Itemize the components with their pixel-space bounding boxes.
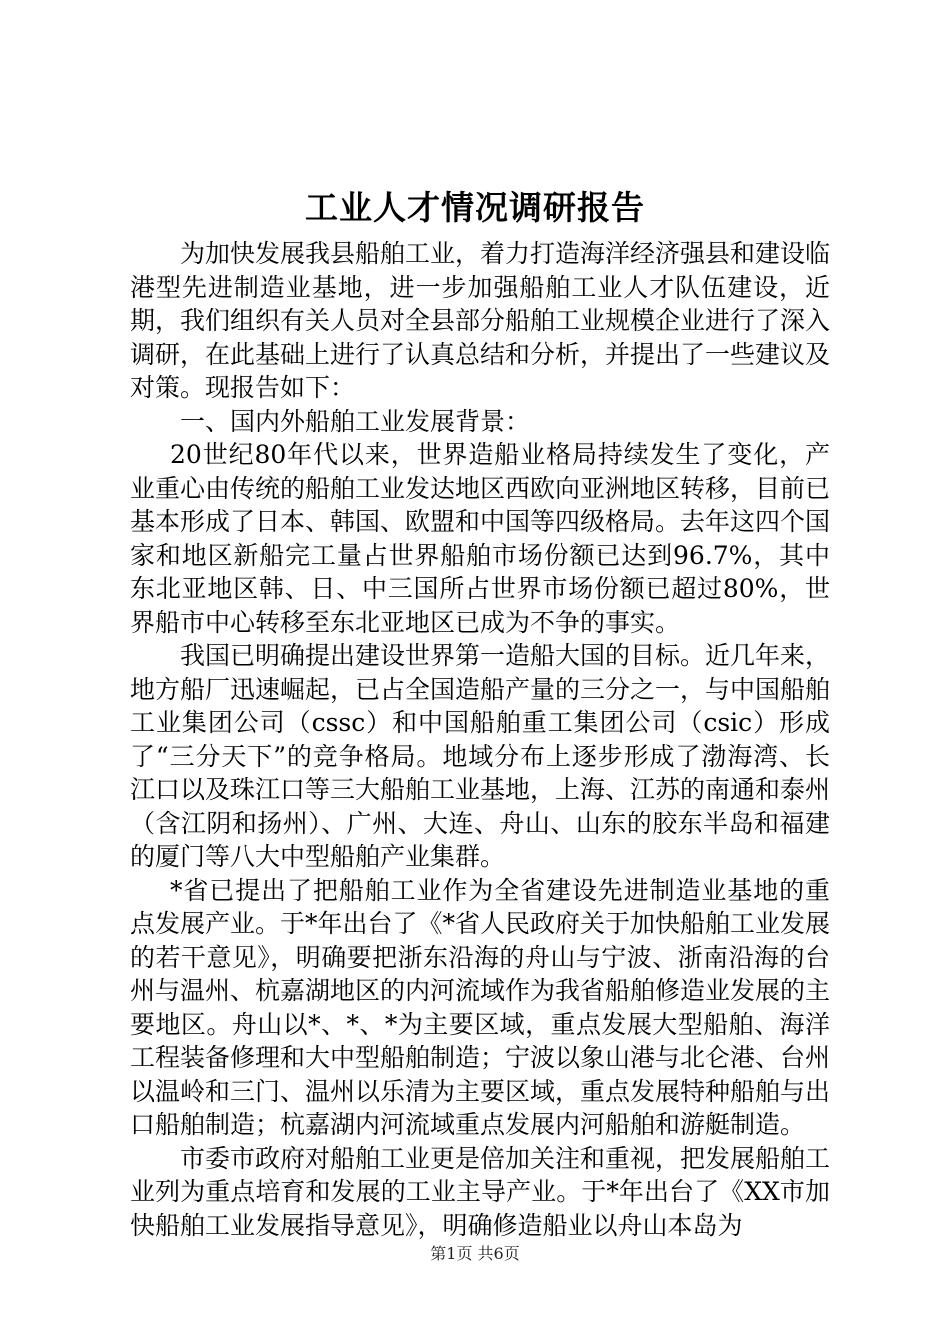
paragraph-city-policy: 市委市政府对船舶工业更是倍加关注和重视，把发展船舶工业列为重点培育和发展的工业主导产业。于*年出台了《XX市加快船舶工业发展指导意见》，明确修造船业以舟山本岛为 xyxy=(130,1143,831,1240)
paragraph-national-goal: 我国已明确提出建设世界第一造船大国的目标。近几年来，地方船厂迅速崛起，已占全国造船产量的三分之一，与中国船舶工业集团公司（cssc）和中国船舶重工集团公司（csic）形成了“三分天下”的竞争格局。地域分布上逐步形成了渤海湾、长江口以及珠江口等三大船舶工业基地，上海、江苏的南通和泰州（含江阴和扬州）、广州、大连、舟山、山东的胶东半岛和福建的厦门等八大中型船舶产业集群。 xyxy=(130,641,831,871)
paragraph-section-heading: 一、国内外船舶工业发展背景： xyxy=(180,406,531,436)
document-body xyxy=(130,237,830,1242)
document-title: 工业人才情况调研报告 xyxy=(305,188,645,227)
paragraph-world-shipbuilding: 20世纪80年代以来，世界造船业格局持续发生了变化，产业重心由传统的船舶工业发达地区西欧向亚洲地区转移，目前已基本形成了日本、韩国、欧盟和中国等四级格局。去年这四个国家和地区新船完工量占世界船舶市场份额已达到96.7%，其中东北亚地区韩、日、中三国所占世界市场份额已超过80%，世界船市中心转移至东北亚地区已成为不争的事实。 xyxy=(130,440,831,637)
paragraph-intro: 为加快发展我县船舶工业，着力打造海洋经济强县和建设临港型先进制造业基地，进一步加强船舶工业人才队伍建设，近期，我们组织有关人员对全县部分船舶工业规模企业进行了深入调研，在此基础上进行了认真总结和分析，并提出了一些建议及对策。现报告如下： xyxy=(130,239,831,402)
page-number-footer: 第1页 共6页 xyxy=(430,1244,520,1263)
paragraph-province-policy: *省已提出了把船舶工业作为全省建设先进制造业基地的重点发展产业。于*年出台了《*省人民政府关于加快船舶工业发展的若干意见》，明确要把浙东沿海的舟山与宁波、浙南沿海的台州与温州、杭嘉湖地区的内河流域作为我省船舶修造业发展的主要地区。舟山以*、*、*为主要区域，重点发展大型船舶、海洋工程装备修理和大中型船舶制造；宁波以象山港与北仑港、台州以温岭和三门、温州以乐清为主要区域，重点发展特种船舶与出口船舶制造；杭嘉湖内河流域重点发展内河船舶和游艇制造。 xyxy=(130,875,831,1139)
